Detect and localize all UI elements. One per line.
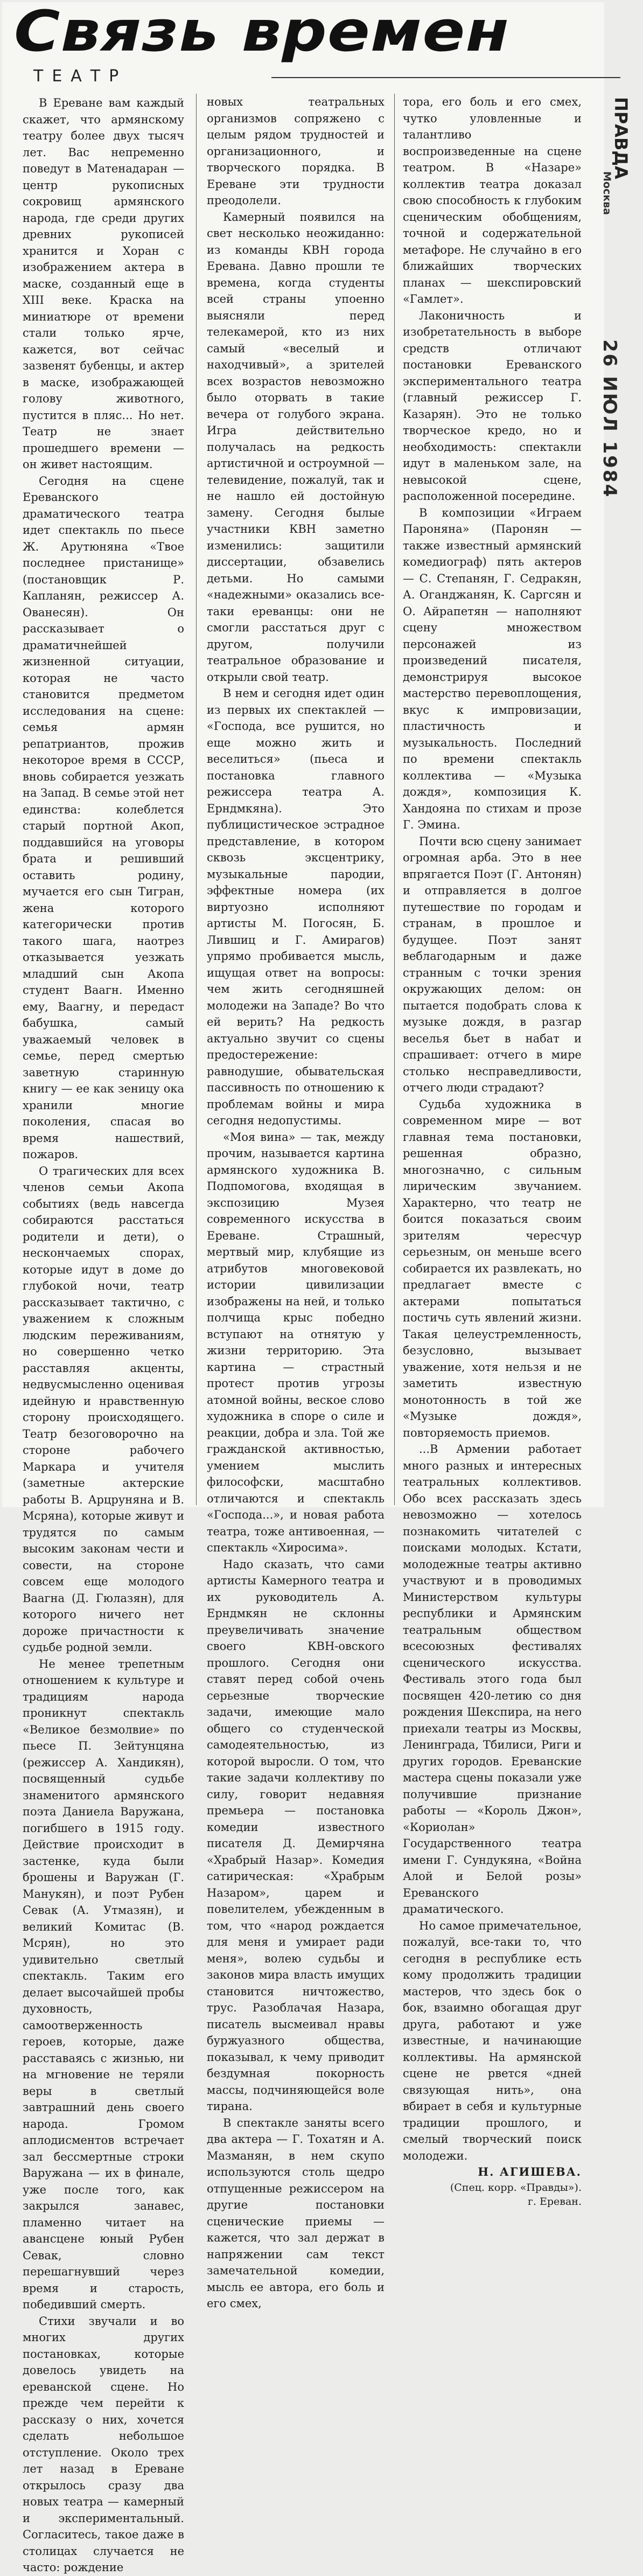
- paragraph: В нем и сегодня идет один из первых их спектаклей — «Господа, все рушится, но еще можно жить и веселиться» (пьеса и постановка главного режиссера театра А. Ерндмкяна). Это публицистическое эстрадное представление, в котором сквозь эксцентрику, музыкальные пародии, эффектные номера (их виртуозно исполняют артисты М. Погосян, Б. Лившиц и Г. Амирагов) упрямо пробивается мысль, ищущая ответ на вопросы: чем жить сегодняшней молодежи на Западе? Во что ей верить? На редкость актуально звучит со сцены предостережение: равнодушие, обывательская пассивность по отношению к проблемам войны и мира сегодня недопустимы.: [207, 687, 385, 1127]
- author-signature: Н. АГИШЕВА.: [478, 2165, 582, 2178]
- paragraph: новых театральных организмов сопряжено с целым рядом трудностей и организационного, и творческого порядка. В Ереване эти трудности преодолели.: [207, 95, 385, 207]
- paragraph: Сегодня на сцене Ереванского драматического театра идет спектакль по пьесе Ж. Арутюняна «Твое последнее пристанище» (постановщик Р. Капланян, режиссер А. Ованесян). Он рассказывает о драматичнейшей жизненной ситуации, которая не часто становится предметом исследования на сцене: семья армян репатриантов, прожив некоторое время в СССР, вновь собирается уезжать на Запад. В семье этой нет единства: колеблется старый портной Акоп, поддавшийся на уговоры брата и решивший оставить родину, мучается его сын Тигран, жена которого категорически против такого шага, наотрез отказывается уезжать младший сын Акопа студент Ваагн. Именно ему, Ваагну, и передаст бабушка, самый уважаемый человек в семье, перед смертью заветную старинную книгу — ее как зеницу ока хранили многие поколения, спасая во время нашествий, пожаров.: [23, 474, 184, 1161]
- paragraph: ...В Армении работает много разных и интересных театральных коллективов. Обо всех рассказать здесь невозможно — хотелось познакомить читателей с поисками молодых. Кстати, молодежные театры активно участвуют и в проводимых Министерством культуры республики и Армянским театральным обществом всесоюзных фестивалях сценического искусства. Фестиваль этого года был посвящен 420-летию со дня рождения Шекспира, на него приехали театры из Москвы, Ленинграда, Тбилиси, Риги и других городов. Ереванские мастера сцены показали уже получившие признание работы — «Король Джон», «Кориолан» Государственного театра имени Г. Сундукяна, «Война Алой и Белой розы» Ереванского драматического.: [403, 1443, 582, 1916]
- archive-stamp: [582, 97, 641, 499]
- paragraph: Стихи звучали и во многих других постановках, которые довелось увидеть на ереванской сцене. Но прежде чем перейти к рассказу о них, хочется сделать небольшое отступление. Около трех лет назад в Ереване открылось сразу два новых театра — камерный и экспериментальный. Согласитесь, такое даже в столицах случается не часто: рождение: [23, 2314, 184, 2574]
- article-column-2: [207, 94, 385, 2310]
- author-role: (Спец. корр. «Правды»).: [450, 2181, 582, 2194]
- paragraph: О трагических для всех членов семьи Акопа событиях (ведь навсегда собираются расстаться родители и дети), о нескончаемых спорах, которые идут в доме до глубокой ночи, театр рассказывает тактично, с уважением к сложным людским переживаниям, но совершенно четко расставляя акценты, недвусмысленно оценивая идейную и нравственную сторону происходящего. Театр безоговорочно на стороне рабочего Маркара и учителя (заметные актерские работы В. Арцруняна и В. Мсряна), которые живут и трудятся по самым высоким законам чести и совести, на стороне совсем еще молодого Ваагна (Д. Гюлазян), для которого ничего нет дороже причастности к судьбе родной земли.: [23, 1164, 184, 1654]
- stamp-city: Москва: [601, 171, 613, 215]
- paragraph: Но самое примечательное, пожалуй, все-таки то, что сегодня в республике есть кому продолжить традиции мастеров, что здесь бок о бок, взаимно обогащая друг друга, работают и уже известные, и начинающие коллективы. На армянской сцене не рвется «дней связующая нить», она вбирает в себя и культурные традиции прошлого, и смелый творческий поиск молодежи.: [403, 1919, 582, 2162]
- paragraph: Надо сказать, что сами артисты Камерного театра и их руководитель А. Ерндмкян не склонны преувеличивать значение своего КВН-овского прошлого. Сегодня они ставят перед собой очень серьезные творческие задачи, имеющие мало общего со студенческой самодеятельностью, из которой выросли. О том, что такие задачи коллективу по силу, говорит недавняя премьера — постановка комедии известного писателя Д. Демирчяна «Храбрый Назар». Комедия сатирическая: «Храбрым Назаром», царем и повелителем, убежденным в том, что «народ рождается для меня и умирает ради меня», волею судьбы и законов мира власть имущих становится ничтожество, трус. Разоблачая Назара, писатель высмеивал нравы буржуазного общества, показывал, к чему приводит бездумная покорность массы, подчиняющейся воле тирана.: [207, 1557, 385, 2113]
- section-rubric: ТЕАТР: [33, 67, 128, 86]
- dateline-city: г. Ереван.: [527, 2195, 582, 2208]
- rubric-rule: [271, 77, 620, 78]
- paragraph: Почти всю сцену занимает огромная арба. Это в нее впрягается Поэт (Г. Антонян) и отправляется в долгое путешествие по городам и странам, в прошлое и будущее. Поэт занят веблагодарным и даже странным с точки зрения окружающих делом: он пытается подобрать слова к музыке дождя, в разгар веселья бьет в набат и спрашивает: отчего в мире столько несправедливости, отчего люди страдают?: [403, 834, 582, 1094]
- paragraph: «Моя вина» — так, между прочим, называется картина армянского художника В. Подпомогова, входящая в экспозицию Музея современного искусства в Ереване. Страшный, мертвый мир, клубящие из атрибутов многовековой истории цивилизации изображены на ней, и только полчища крыс победно вступают на отнятую у жизни территорию. Эта картина — страстный протест против угрозы атомной войны, веское слово художника в споре о силе и реакции, добра и зла. Той же гражданской активностью, умением мыслить философски, масштабно отличаются и спектакль «Господа...», и новая работа театра, тоже антивоенная, — спектакль «Хиросима».: [207, 1130, 385, 1554]
- paragraph: В композиции «Играем Пароняна» (Паронян — также известный армянский комедиограф) пять актеров — С. Степанян, Г. Седракян, А. Оганджанян, К. Саргсян и О. Айрапетян — наполняют сцену множеством персонажей из произведений писателя, демонстрируя высокое мастерство перевоплощения, вкус к импровизации, пластичность и музыкальность. Последний по времени спектакль коллектива — «Музыка дождя», композиция К. Хандояна по стихам и прозе Г. Эмина.: [403, 506, 582, 831]
- article-column-1: [23, 95, 184, 2574]
- paragraph: Судьба художника в современном мире — вот главная тема постановки, решенная образно, многозначно, с сильным лирическим звучанием. Характерно, что театр не боится показаться своим зрителям чересчур серьезным, он меньше всего собирается их развлекать, но предлагает вместе с актерами попытаться постичь суть явлений жизни. Такая целеустремленность, безусловно, вызывает уважение, хотя нельзя и не заметить известную монотонность в той же «Музыке дождя», повторяемость приемов.: [403, 1097, 582, 1439]
- paragraph: В Ереване вам каждый скажет, что армянскому театру более двух тысяч лет. Вас непременно поведут в Матенадаран — центр рукописных сокровищ армянского народа, где среди других древних рукописей хранится и Хоран с изображением актера в маске, созданный еще в XIII веке. Краска на миниатюре от времени стали только ярче, кажется, вот сейчас зазвенят бубенцы, и актер в маске, изображающей голову животного, пустится в пляс... Но нет. Театр не знает прошедшего времени — он живет настоящим.: [23, 96, 184, 471]
- paragraph: тора, его боль и его смех, чутко уловленные и талантливо воспроизведенные на сцене театром. В «Назаре» коллектив театра доказал свою способность к глубоким сценическим обобщениям, точной и содержательной метафоре. Не случайно в его ближайших творческих планах — шекспировский «Гамлет».: [403, 95, 582, 305]
- paragraph: Не менее трепетным отношением к культуре и традициям народа проникнут спектакль «Великое безмолвие» по пьесе П. Зейтунцяна (режиссер А. Хандикян), посвященный судьбе знаменитого армянского поэта Даниела Варужана, погибшего в 1915 году. Действие происходит в застенке, куда были брошены и Варужан (Г. Манукян), и поэт Рубен Севак (А. Утмазян), и великий Комитас (В. Мсрян), но это удивительно светлый спектакль. Таким его делает высочайшей пробы духовность, самоотверженность героев, которые, даже расставаясь с жизнью, ни на мгновение не теряли веры в светлый завтрашний день своего народа. Громом аплодисментов встречает зал бессмертные строки Варужана — их в финале, уже после того, как закрылся занавес, пламенно читает на авансцене юный Рубен Севак, словно перешагнувший через время и старость, победивший смерть.: [23, 1657, 184, 2311]
- paragraph: Лаконичность и изобретательность в выборе средств отличают постановки Ереванского экспериментального театра (главный режиссер Г. Казарян). Это не только творческое кредо, но и необходимость: спектакли идут в маленьком зале, на невысокой сцене, расположенной посередине.: [403, 309, 582, 503]
- stamp-newspaper-name: ПРАВДА: [611, 97, 631, 179]
- newspaper-clipping: [2, 0, 604, 2574]
- stamp-date: 26 ИЮЛ 1984: [599, 339, 620, 499]
- paragraph: Камерный появился на свет несколько неожиданно: из команды КВН города Еревана. Давно прошли те времена, когда студенты всей страны упоенно выясняли перед телекамерой, кто из них самый «веселый и находчивый», а зрителей всех возрастов невозможно было оторвать в такие вечера от голубого экрана. Игра действительно получалась на редкость артистичной и остроумной — телевидение, пожалуй, так и не нашло ей достойную замену. Сегодня былые участники КВН заметно изменились: защитили диссертации, обзавелись детьми. Но самыми «надежными» оказались все-таки ереванцы: они не смогли расстаться друг с другом, получили театральное образование и открыли свой театр.: [207, 210, 385, 684]
- column-divider: [394, 94, 395, 1505]
- headline: Связь времен: [14, 0, 510, 64]
- paragraph: В спектакле заняты всего два актера — Г. Тохатян и А. Мазманян, в нем скупо используются столь щедро отпущенные режиссером на другие постановки сценические приемы — кажется, что зал держат в напряжении сам текст замечательной комедии, мысль ее автора, его боль и его смех,: [207, 2116, 385, 2310]
- column-divider: [196, 94, 197, 1505]
- article-column-3: [403, 94, 582, 2208]
